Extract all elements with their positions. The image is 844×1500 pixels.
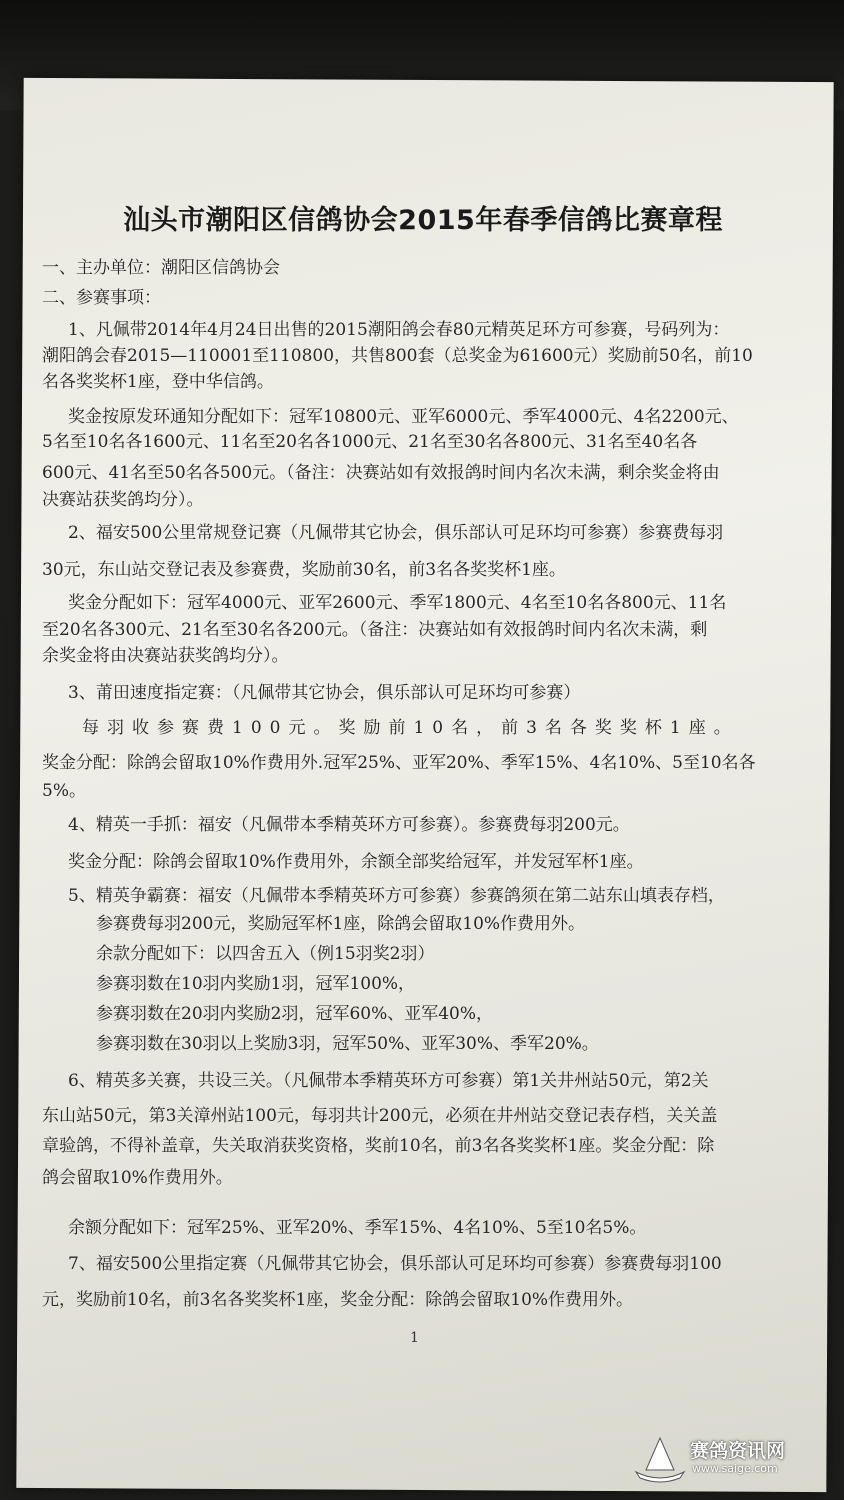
pigeon-sail-icon [630, 1434, 690, 1484]
rule-4-prize-line: 奖金分配：除鸽会留取10%作费用外，余额全部奖给冠军，并发冠军杯1座。 [68, 852, 644, 872]
rule-7-line-1: 7、福安500公里指定赛（凡佩带其它协会，俱乐部认可足环均可参赛）参赛费每羽100 [68, 1254, 722, 1274]
rule-3-prize-line-2: 5%。 [42, 781, 86, 801]
rule-1-prize-line-4: 决赛站获奖鸽均分）。 [42, 490, 204, 510]
rule-5-line-6: 参赛羽数在30羽以上奖励3羽，冠军50%、亚军30%、季军20%。 [96, 1034, 599, 1054]
rule-3-prize-line-1: 奖金分配：除鸽会留取10%作费用外.冠军25%、亚军20%、季军15%、4名10%、5至10名各 [42, 753, 756, 773]
rule-2-line-1: 2、福安500公里常规登记赛（凡佩带其它协会，俱乐部认可足环均可参赛）参赛费每羽 [68, 523, 724, 543]
rule-5-line-5: 参赛羽数在20羽内奖励2羽，冠军60%、亚军40%， [96, 1004, 494, 1024]
rule-5-line-4: 参赛羽数在10羽内奖励1羽，冠军100%， [96, 974, 416, 994]
rule-1-prize-line-3: 600元、41名至50名各500元。（备注：决赛站如有效报鸽时间内名次未满，剩余奖金将由 [42, 463, 720, 483]
page-number: 1 [410, 1330, 419, 1346]
rule-6-line-1: 6、精英多关赛，共设三关。（凡佩带本季精英环方可参赛）第1关井州站50元，第2关 [68, 1071, 709, 1091]
rule-3-line-1: 3、莆田速度指定赛：（凡佩带其它协会，俱乐部认可足环均可参赛） [68, 683, 581, 703]
rule-6-line-4: 鸽会留取10%作费用外。 [42, 1168, 233, 1188]
rule-1-line-3: 名各奖奖杯1座，登中华信鸽。 [42, 372, 274, 392]
document [20, 80, 826, 1490]
rule-2-prize-line-1: 奖金分配如下：冠军4000元、亚军2600元、季军1800元、4名至10名各800元、11名 [68, 593, 727, 613]
rule-2-prize-line-3: 余奖金将由决赛站获奖鸽均分）。 [42, 646, 289, 666]
rule-6-prize-line: 余额分配如下：冠军25%、亚军20%、季军15%、4名10%、5至10名5%。 [68, 1218, 647, 1238]
rule-2-line-2: 30元，东山站交登记表及参赛费，奖励前30名，前3名各奖奖杯1座。 [42, 560, 566, 580]
rule-5-line-2: 参赛费每羽200元，奖励冠军杯1座，除鸽会留取10%作费用外。 [96, 914, 586, 934]
rule-5-line-3: 余款分配如下：以四舍五入（例15羽奖2羽） [96, 944, 435, 964]
rule-6-line-3: 章验鸽，不得补盖章，失关取消获奖资格，奖前10名，前3名各奖奖杯1座。奖金分配：除 [42, 1136, 715, 1156]
watermark-logo [620, 1434, 820, 1486]
rule-1-prize-line-1: 奖金按原发环通知分配如下：冠军10800元、亚军6000元、季军4000元、4名2200元、 [68, 407, 739, 427]
rule-1-prize-line-2: 5名至10名各1600元、11名至20名各1000元、21名至30名各800元、31名至40名各 [42, 432, 698, 452]
watermark-url: www.saige.com [692, 1462, 778, 1475]
rule-6-line-2: 东山站50元，第3关漳州站100元，每羽共计200元，必须在井州站交登记表存档，关关盖 [42, 1106, 718, 1126]
rule-7-line-2: 元，奖励前10名，前3名各奖奖杯1座，奖金分配：除鸽会留取10%作费用外。 [42, 1290, 634, 1310]
rule-2-prize-line-2: 至20名各300元、21名至30名各200元。（备注：决赛站如有效报鸽时间内名次未满，剩 [42, 620, 708, 640]
watermark-site-name: 赛鸽资讯网 [690, 1440, 786, 1462]
rule-1-line-2: 潮阳鸽会春2015—110001至110800，共售800套（总奖金为61600元）奖励前50名，前10 [42, 346, 753, 366]
document-title: 汕头市潮阳区信鸽协会2015年春季信鸽比赛章程 [123, 205, 723, 236]
rule-1-line-1: 1、凡佩带2014年4月24日出售的2015潮阳鸽会春80元精英足环方可参赛，号码列为： [68, 320, 730, 340]
rule-5-line-1: 5、精英争霸赛：福安（凡佩带本季精英环方可参赛）参赛鸽须在第二站东山填表存档， [68, 886, 725, 906]
rule-4-line-1: 4、精英一手抓：福安（凡佩带本季精英环方可参赛）。参赛费每羽200元。 [68, 815, 630, 835]
rule-3-line-2: 每羽收参赛费100元。奖励前10名，前3名各奖奖杯1座。 [82, 718, 739, 738]
section-heading: 二、参赛事项： [42, 288, 161, 308]
organizer-line: 一、主办单位：潮阳区信鸽协会 [42, 258, 280, 278]
